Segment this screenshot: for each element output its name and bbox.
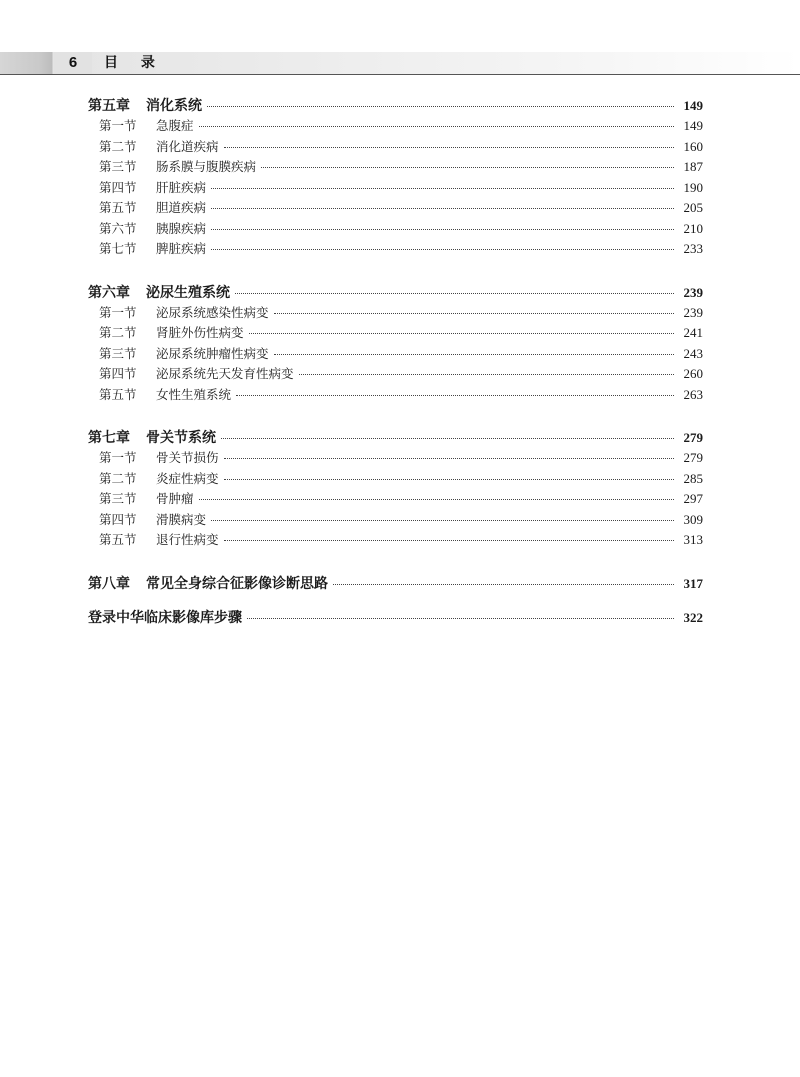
toc-section-label <box>99 510 206 531</box>
toc-chapter-title: 骨关节系统 <box>146 430 216 446</box>
toc-section-page: 205 <box>683 200 703 215</box>
toc-section[interactable] <box>88 303 703 324</box>
toc-chapter[interactable] <box>88 427 703 448</box>
toc-chapter[interactable] <box>88 573 703 594</box>
toc-section-label <box>99 364 294 385</box>
toc-section-title: 骨关节损伤 <box>156 450 219 465</box>
dot-leader <box>211 519 674 521</box>
dot-leader <box>199 125 674 127</box>
toc-section-title: 肝脏疾病 <box>156 179 207 195</box>
dot-leader <box>299 373 674 375</box>
toc-section-page: 263 <box>683 386 703 402</box>
toc-section[interactable] <box>88 510 703 531</box>
toc-section-label <box>99 385 231 406</box>
toc-section[interactable] <box>88 448 703 469</box>
toc-chapter-title: 泌尿生殖系统 <box>146 284 230 301</box>
toc-section-label <box>99 198 206 219</box>
toc-chapter-page: 239 <box>683 284 703 300</box>
toc-section[interactable] <box>88 198 703 219</box>
toc-section-title: 脾脏疾病 <box>156 241 207 256</box>
toc-section[interactable] <box>88 364 703 385</box>
dot-leader <box>224 478 674 480</box>
dot-leader <box>199 498 674 500</box>
toc-section-label <box>99 239 206 260</box>
toc-chapter-label <box>88 428 216 449</box>
toc-section-label <box>99 448 219 469</box>
toc-appendix[interactable] <box>88 607 703 628</box>
toc-section[interactable] <box>88 469 703 490</box>
toc-section-page: 239 <box>683 304 703 320</box>
dot-leader <box>274 312 674 314</box>
toc-section-label <box>99 137 219 158</box>
table-of-contents <box>88 95 703 628</box>
toc-section-page: 260 <box>683 366 703 381</box>
toc-section-page: 241 <box>683 325 703 340</box>
toc-section[interactable] <box>88 157 703 178</box>
page-header <box>0 52 800 76</box>
toc-section-title: 滑膜病变 <box>156 511 207 527</box>
toc-section[interactable] <box>88 219 703 240</box>
toc-section-label <box>99 344 269 365</box>
dot-leader <box>211 228 674 230</box>
toc-section-title: 急腹症 <box>156 118 194 133</box>
toc-section-number: 第四节 <box>99 179 137 195</box>
dot-leader <box>249 332 674 334</box>
toc-section-title: 退行性病变 <box>156 532 219 547</box>
dot-leader <box>224 146 674 148</box>
toc-section[interactable] <box>88 323 703 344</box>
toc-section-page: 313 <box>683 532 703 547</box>
toc-chapter-number: 第五章 <box>88 98 130 114</box>
toc-section-page: 190 <box>683 179 703 195</box>
toc-section-page: 187 <box>683 159 703 174</box>
toc-section-number: 第五节 <box>99 200 137 215</box>
toc-section[interactable] <box>88 385 703 406</box>
toc-appendix-title: 登录中华临床影像库步骤 <box>88 609 242 626</box>
toc-section-label <box>99 157 256 178</box>
toc-section[interactable] <box>88 344 703 365</box>
toc-section-number: 第三节 <box>99 345 137 361</box>
toc-section-label <box>99 469 219 490</box>
toc-section-label <box>99 219 206 240</box>
toc-section-title: 泌尿系统肿瘤性病变 <box>156 345 269 361</box>
dot-leader <box>236 394 674 396</box>
dot-leader <box>211 187 674 189</box>
toc-section[interactable] <box>88 116 703 137</box>
toc-section-number: 第一节 <box>99 118 137 133</box>
toc-section-number: 第一节 <box>99 304 137 320</box>
spacer <box>88 594 703 607</box>
running-title: 目 录 <box>104 55 164 71</box>
dot-leader <box>211 207 674 209</box>
toc-section-label <box>99 303 269 324</box>
toc-section-page: 285 <box>683 470 703 486</box>
toc-chapter[interactable] <box>88 282 703 303</box>
dot-leader <box>221 437 674 439</box>
dot-leader <box>333 583 674 585</box>
toc-section-number: 第二节 <box>99 138 137 154</box>
toc-chapter-page: 317 <box>683 575 703 591</box>
toc-section-title: 肠系膜与腹膜疾病 <box>156 159 257 174</box>
toc-section-number: 第一节 <box>99 450 137 465</box>
toc-section-label <box>99 178 206 199</box>
toc-section[interactable] <box>88 239 703 260</box>
toc-section-page: 279 <box>683 450 703 465</box>
toc-section[interactable] <box>88 489 703 510</box>
toc-chapter-page: 149 <box>683 98 703 113</box>
toc-section-number: 第二节 <box>99 325 137 340</box>
toc-section-page: 233 <box>683 241 703 256</box>
dot-leader <box>247 617 674 619</box>
toc-section-title: 肾脏外伤性病变 <box>156 325 244 340</box>
toc-section-title: 女性生殖系统 <box>156 386 232 402</box>
toc-section-label <box>99 489 194 510</box>
toc-section-label <box>99 323 244 344</box>
toc-section-page: 149 <box>683 118 703 133</box>
toc-section-number: 第五节 <box>99 386 137 402</box>
dot-leader <box>224 457 674 459</box>
toc-section[interactable] <box>88 137 703 158</box>
spacer <box>88 260 703 282</box>
toc-section-page: 210 <box>683 220 703 236</box>
toc-section-number: 第三节 <box>99 491 137 506</box>
header-rule <box>0 74 800 75</box>
toc-section[interactable] <box>88 178 703 199</box>
toc-section-number: 第二节 <box>99 470 137 486</box>
toc-section-number: 第六节 <box>99 220 137 236</box>
toc-chapter-number: 第八章 <box>88 575 130 592</box>
toc-section[interactable] <box>88 530 703 551</box>
toc-section-title: 骨肿瘤 <box>156 491 194 506</box>
toc-section-title: 泌尿系统先天发育性病变 <box>156 366 294 381</box>
toc-appendix-label <box>88 608 242 629</box>
toc-section-page: 297 <box>683 491 703 506</box>
toc-section-number: 第四节 <box>99 366 137 381</box>
dot-leader <box>261 166 674 168</box>
toc-section-number: 第七节 <box>99 241 137 256</box>
toc-chapter-label <box>88 283 230 304</box>
toc-section-label <box>99 116 194 137</box>
toc-section-number: 第五节 <box>99 532 137 547</box>
dot-leader <box>274 353 674 355</box>
toc-section-number: 第三节 <box>99 159 137 174</box>
toc-section-page: 160 <box>683 138 703 154</box>
toc-chapter[interactable] <box>88 95 703 116</box>
toc-appendix-page: 322 <box>683 609 703 625</box>
toc-section-number: 第四节 <box>99 511 137 527</box>
dot-leader <box>207 105 674 107</box>
toc-chapter-label <box>88 96 202 117</box>
page-number: 6 <box>54 52 92 74</box>
dot-leader <box>211 248 674 250</box>
toc-section-title: 胰腺疾病 <box>156 220 207 236</box>
toc-chapter-page: 279 <box>683 430 703 445</box>
toc-section-title: 胆道疾病 <box>156 200 207 215</box>
toc-chapter-number: 第六章 <box>88 284 130 301</box>
toc-section-page: 243 <box>683 345 703 361</box>
toc-chapter-number: 第七章 <box>88 430 130 446</box>
toc-chapter-label <box>88 574 328 595</box>
toc-section-title: 泌尿系统感染性病变 <box>156 304 269 320</box>
toc-chapter-title: 常见全身综合征影像诊断思路 <box>146 575 328 592</box>
toc-chapter-title: 消化系统 <box>146 98 202 114</box>
spacer <box>88 405 703 427</box>
toc-section-title: 炎症性病变 <box>156 470 219 486</box>
dot-leader <box>224 539 674 541</box>
spacer <box>88 551 703 573</box>
toc-section-title: 消化道疾病 <box>156 138 219 154</box>
toc-section-page: 309 <box>683 511 703 527</box>
toc-section-label <box>99 530 219 551</box>
dot-leader <box>235 292 674 294</box>
